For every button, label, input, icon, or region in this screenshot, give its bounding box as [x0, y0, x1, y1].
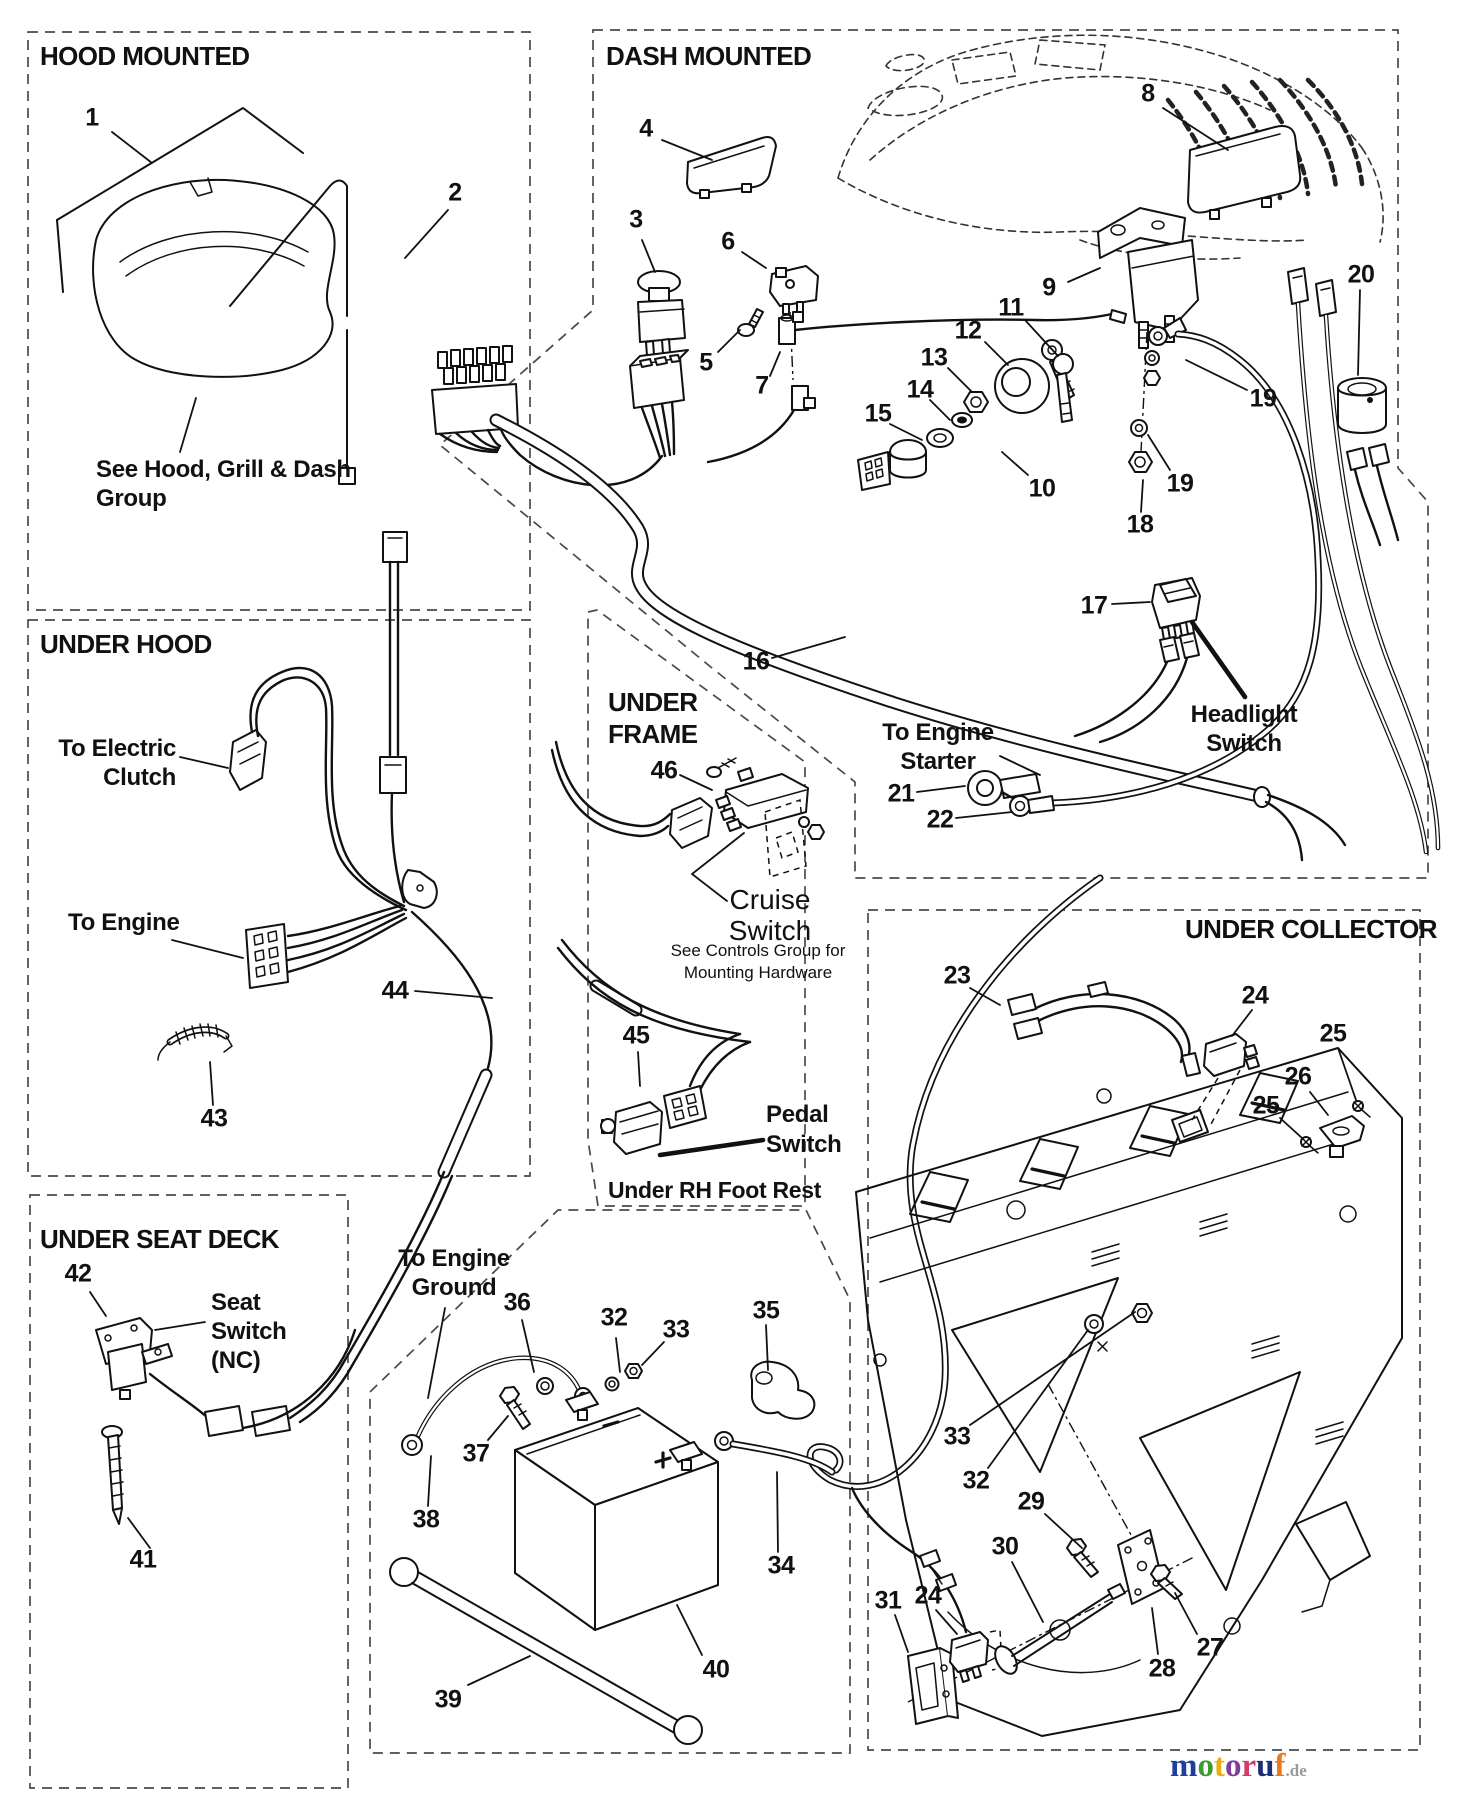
cruise-note	[660, 940, 856, 984]
part-number-33: 33	[662, 1315, 690, 1344]
connector-5	[500, 350, 688, 485]
part-number-23: 23	[943, 961, 971, 990]
to-electric-clutch-label	[58, 734, 176, 792]
cruise-switch-46	[552, 742, 824, 877]
part-number-39: 39	[434, 1685, 462, 1714]
hood-rod-part-2	[230, 181, 355, 485]
part-number-27: 27	[1196, 1633, 1224, 1662]
seat-switch-line1: Seat	[211, 1289, 261, 1316]
part-number-19: 19	[1166, 469, 1194, 498]
cruise-switch-line2: Switch	[728, 915, 812, 946]
wire-23	[1008, 982, 1200, 1076]
cover-plate-8	[1188, 126, 1300, 219]
seat-switch-line2: Switch	[211, 1318, 287, 1345]
part-number-19: 19	[1249, 384, 1277, 413]
to-engine-ground-line1: To Engine	[398, 1245, 510, 1272]
cruise-switch-label	[700, 884, 840, 946]
cruise-switch-line1: Cruise	[729, 884, 811, 915]
watermark-letter: r	[1241, 1748, 1257, 1784]
watermark-word	[1170, 1748, 1286, 1784]
headlight-switch-line2: Switch	[1206, 730, 1282, 757]
part-number-29: 29	[1017, 1487, 1045, 1516]
part-number-3: 3	[629, 205, 643, 234]
part-number-10: 10	[1028, 474, 1056, 503]
headlight-switch-line1: Headlight	[1190, 701, 1298, 728]
part-number-45: 45	[622, 1021, 650, 1050]
screw-5-icon	[738, 309, 763, 336]
cap-20	[1338, 378, 1386, 433]
bolt-37	[500, 1387, 519, 1403]
mounting-hardware-25-26	[1301, 1101, 1370, 1157]
part-number-5: 5	[699, 348, 713, 377]
part-number-25: 25	[1252, 1091, 1280, 1120]
nut-13	[964, 392, 988, 412]
elbow-connector-7a	[779, 310, 1126, 344]
ring-34	[715, 1432, 733, 1450]
harness-wires-right	[1288, 268, 1438, 852]
seat-switch-line3: (NC)	[211, 1347, 261, 1374]
watermark-letter: o	[1225, 1748, 1242, 1784]
to-engine-label: To Engine	[68, 909, 180, 936]
bracket-26	[1320, 1116, 1364, 1148]
part-number-44: 44	[381, 976, 409, 1005]
washer-15	[927, 429, 953, 447]
part-number-4: 4	[639, 114, 653, 143]
cruise-note-line2: Mounting Hardware	[683, 963, 833, 982]
collector-frame	[856, 1048, 1402, 1736]
part-number-17: 17	[1080, 591, 1108, 620]
section-title-under-collector: UNDER COLLECTOR	[1185, 914, 1437, 944]
nut-18	[1129, 452, 1152, 472]
part-number-9: 9	[1042, 273, 1056, 302]
plate-4	[687, 137, 776, 193]
to-electric-clutch-line2: Clutch	[103, 764, 176, 791]
part-number-35: 35	[752, 1296, 780, 1325]
part-number-30: 30	[991, 1532, 1019, 1561]
part-number-14: 14	[906, 375, 934, 404]
chute-hardware-bottom	[852, 1488, 1196, 1724]
boot-35	[751, 1362, 814, 1419]
to-electric-clutch-line1: To Electric	[58, 735, 176, 762]
part-number-6: 6	[721, 227, 735, 256]
part-number-24: 24	[1241, 981, 1269, 1010]
under-rh-foot-rest-label: Under RH Foot Rest	[608, 1177, 822, 1203]
section-title-dash-mounted: DASH MOUNTED	[606, 41, 812, 71]
part-number-21: 21	[887, 779, 915, 808]
part-number-26: 26	[1284, 1062, 1312, 1091]
part-number-16: 16	[742, 647, 770, 676]
harness-junction-clip	[402, 870, 437, 908]
switch-24a	[1192, 1034, 1259, 1126]
watermark-letter: f	[1274, 1748, 1286, 1784]
washer-32	[606, 1378, 619, 1391]
part-number-42: 42	[64, 1259, 92, 1288]
part-number-28: 28	[1148, 1654, 1176, 1683]
part-number-25: 25	[1319, 1019, 1347, 1048]
see-hood-line2: Group	[96, 485, 167, 512]
part-number-2: 2	[448, 178, 462, 207]
part-number-13: 13	[920, 343, 948, 372]
part-number-24: 24	[914, 1581, 942, 1610]
part-number-37: 37	[462, 1439, 490, 1468]
watermark-suffix: .de	[1285, 1761, 1307, 1780]
part-number-20: 20	[1347, 260, 1375, 289]
seat-switch-label	[211, 1288, 287, 1375]
part-number-34: 34	[767, 1551, 795, 1580]
to-engine-ground-line2: Ground	[411, 1274, 497, 1301]
pedal-switch-line2: Switch	[766, 1131, 842, 1158]
washer-19b	[1131, 420, 1147, 436]
to-engine-starter-label	[858, 718, 1018, 776]
hardware-32-33-collector	[1048, 1304, 1152, 1544]
part-number-22: 22	[926, 805, 954, 834]
part-number-33: 33	[943, 1422, 971, 1451]
part-number-12: 12	[954, 316, 982, 345]
part-number-38: 38	[412, 1505, 440, 1534]
cruise-note-line1: See Controls Group for	[670, 941, 846, 960]
part-number-41: 41	[129, 1545, 157, 1574]
nut-33	[625, 1364, 642, 1378]
watermark-letter: u	[1256, 1748, 1275, 1784]
watermark-letter: o	[1197, 1748, 1214, 1784]
watermark	[1170, 1750, 1307, 1787]
see-hood-note	[96, 455, 351, 513]
part-number-7: 7	[755, 371, 769, 400]
section-title-under-frame	[608, 686, 697, 750]
part-number-18: 18	[1126, 510, 1154, 539]
watermark-letter: t	[1214, 1748, 1225, 1784]
part-number-32: 32	[962, 1466, 990, 1495]
screw-41	[102, 1426, 123, 1524]
under-frame-line2: FRAME	[608, 719, 698, 749]
rod-30	[991, 1584, 1125, 1677]
part-number-1: 1	[85, 103, 99, 132]
screw-29	[1067, 1539, 1098, 1577]
headlight-switch-label	[1182, 700, 1306, 758]
to-engine-starter-line1: To Engine	[882, 719, 994, 746]
pedal-switch-line1: Pedal	[766, 1101, 829, 1128]
part-number-15: 15	[864, 399, 892, 428]
watermark-letter: m	[1170, 1748, 1198, 1784]
see-hood-line1: See Hood, Grill & Dash	[96, 456, 351, 483]
under-frame-line1: UNDER	[608, 687, 698, 717]
battery-40	[515, 1392, 733, 1630]
hood-lens-part-1	[57, 108, 335, 377]
part-number-31: 31	[874, 1586, 902, 1615]
part-number-46: 46	[650, 756, 678, 785]
clamp-43	[158, 1024, 232, 1060]
section-title-under-seat-deck: UNDER SEAT DECK	[40, 1224, 279, 1254]
part-number-36: 36	[503, 1288, 531, 1317]
to-engine-ground-label	[392, 1244, 516, 1302]
switch-6	[770, 266, 818, 314]
washer-36	[537, 1378, 553, 1394]
section-title-under-hood: UNDER HOOD	[40, 629, 212, 659]
ring-22	[1010, 796, 1030, 816]
part-number-43: 43	[200, 1104, 228, 1133]
switch-3	[638, 271, 685, 356]
to-engine-starter-line2: Starter	[900, 748, 976, 775]
part-number-40: 40	[702, 1655, 730, 1684]
ring-38	[402, 1435, 422, 1455]
part-number-32: 32	[600, 1303, 628, 1332]
pedal-switch-label	[766, 1100, 842, 1160]
dash-drop-wire	[380, 532, 407, 902]
part-number-8: 8	[1141, 79, 1155, 108]
switch-24b	[950, 1632, 988, 1672]
part-number-11: 11	[998, 293, 1024, 322]
wire-44	[252, 912, 491, 1436]
section-title-hood-mounted: HOOD MOUNTED	[40, 41, 250, 71]
under-hood-box	[28, 620, 530, 1176]
